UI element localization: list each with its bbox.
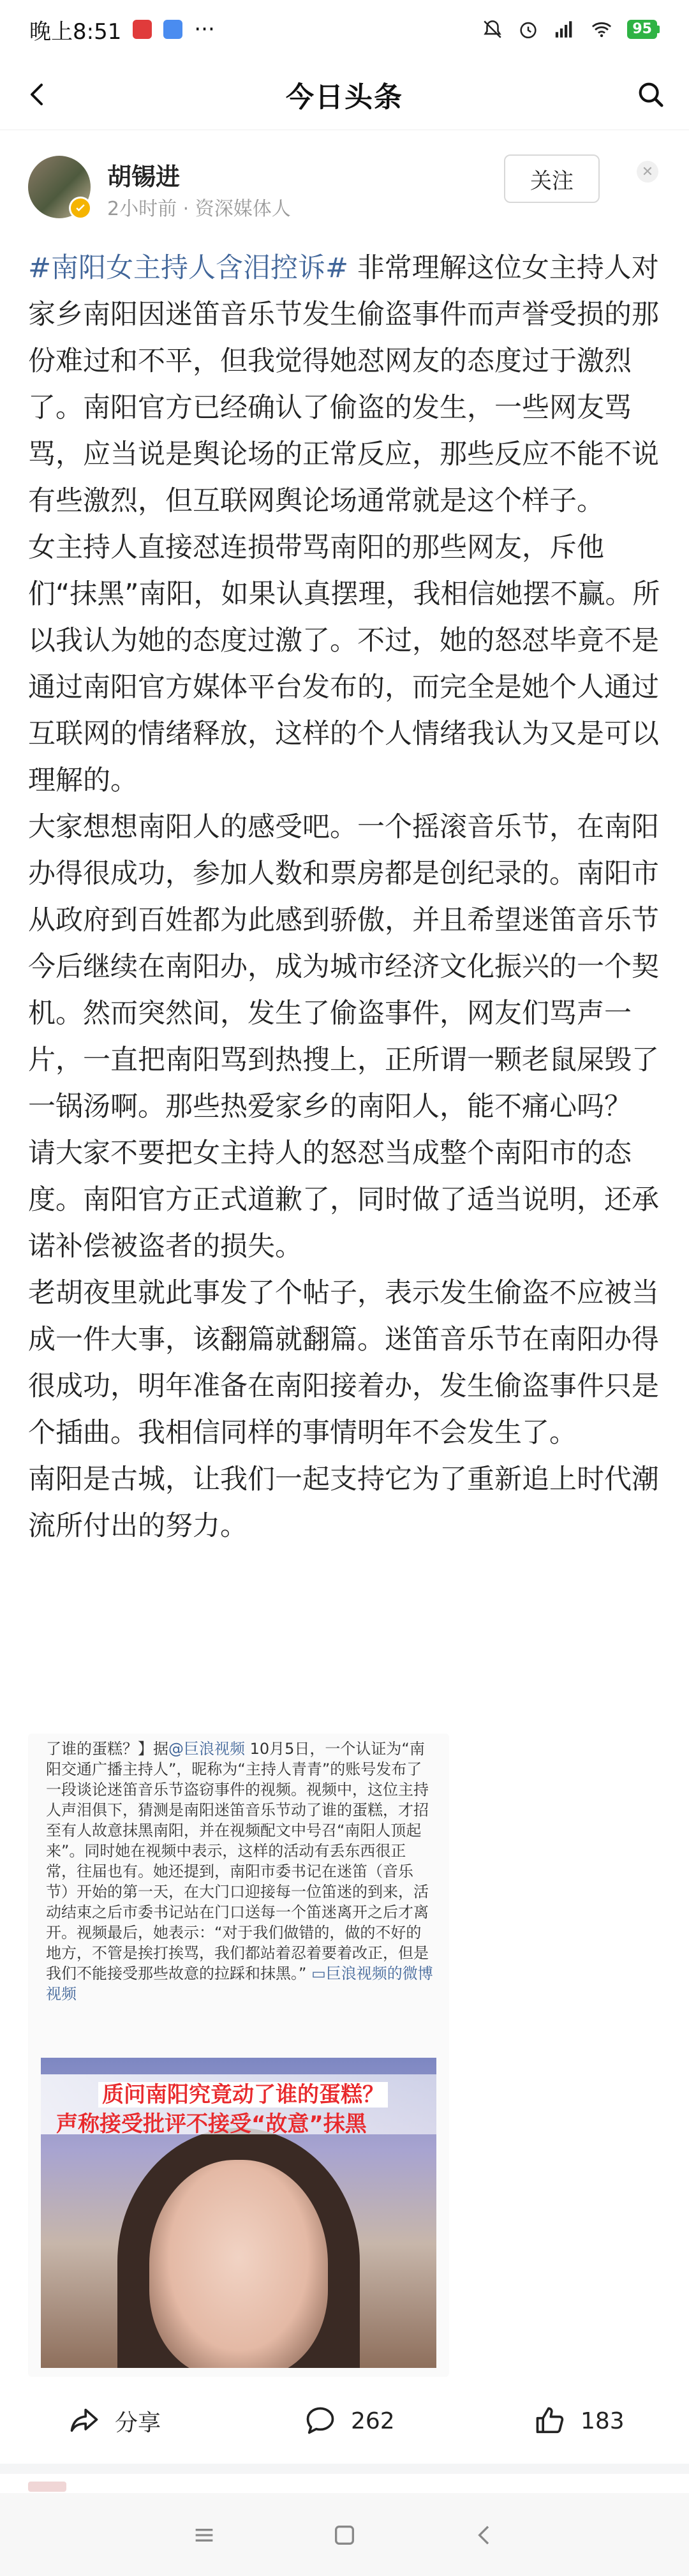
author-name[interactable]: 胡锡进	[107, 163, 181, 191]
article-paragraph: 南阳是古城，让我们一起支持它为了重新追上时代潮流所付出的努力。	[28, 1464, 659, 1542]
back-arrow-icon	[26, 82, 51, 107]
embed-source-link: @巨浪视频	[168, 1740, 245, 1758]
section-divider	[0, 2464, 689, 2474]
verified-badge-icon	[69, 197, 92, 220]
share-label: 分享	[115, 2409, 161, 2436]
back-button[interactable]	[19, 75, 57, 114]
more-notifications-icon: ···	[194, 17, 215, 42]
author-meta: 2小时前 · 资深媒体人	[107, 198, 291, 220]
back-icon	[472, 2522, 498, 2548]
share-button[interactable]	[68, 2404, 161, 2437]
article-paragraph: 老胡夜里就此事发了个帖子，表示发生偷盗不应被当成一件大事，该翻篇就翻篇。迷笛音乐节在南阳办得很成功，明年准备在南阳接着办，发生偷盗事件只是个插曲。我相信同样的事情明年不会发生了。	[28, 1277, 659, 1449]
status-right	[482, 19, 660, 40]
mute-icon	[482, 19, 503, 40]
share-icon	[68, 2404, 101, 2437]
like-count: 183	[581, 2408, 625, 2434]
comment-count: 262	[351, 2408, 395, 2434]
dismiss-icon[interactable]: ✕	[637, 161, 658, 183]
alarm-icon	[517, 19, 539, 40]
embed-text-part: 了谁的蛋糕？】据	[46, 1740, 168, 1758]
signal-icon	[553, 19, 576, 40]
thumbnail-caption: 质问南阳究竟动了谁的蛋糕？	[98, 2082, 388, 2108]
thumbnail-caption: 声称接受批评不接受“故意”抹黑	[56, 2111, 367, 2137]
embedded-post-text	[46, 1739, 435, 2004]
comment-icon	[304, 2404, 337, 2437]
video-thumbnail	[41, 2058, 436, 2368]
battery-icon	[627, 20, 660, 39]
article-paragraph: 请大家不要把女主持人的怒怼当成整个南阳市的态度。南阳官方正式道歉了，同时做了适当说明，还承诺补偿被盗者的损失。	[28, 1137, 659, 1262]
action-bar	[0, 2386, 689, 2456]
comment-button[interactable]	[304, 2404, 395, 2437]
article-paragraph	[28, 245, 663, 525]
menu-button[interactable]	[189, 2520, 219, 2550]
page-title: 今日头条	[286, 80, 403, 114]
article-paragraph: 大家想想南阳人的感受吧。一个摇滚音乐节，在南阳办得很成功，参加人数和票房都是创纪录的。南阳市从政府到百姓都为此感到骄傲，并且希望迷笛音乐节今后继续在南阳办，成为城市经济文化振兴的一个契机。然而突然间，发生了偷盗事件，网友们骂声一片，一直把南阳骂到热搜上，正所谓一颗老鼠屎毁了一锅汤啊。那些热爱家乡的南阳人，能不痛心吗？	[28, 811, 659, 1123]
embed-text-part: 10月5日，一个认证为“南阳交通广播主持人”，昵称为“主持人青青”的账号发布了一段谈论迷笛音乐节盗窃事件的视频。视频中，这位主持人声泪俱下，猜测是南阳迷笛音乐节动了谁的蛋糕，才招至有人故意抹黑南阳，并在视频配文中号召“南阳人顶起来”。同时她在视频中表示，这样的活动有丢东西很正常，往届也有。她还提到，南阳市委书记在迷笛（音乐节）开始的第一天，在大门口迎接每一位笛迷的到来，活动结束之后市委书记站在门口送每一个笛迷离开之后才离开。视频最后，她表示：“对于我们做错的，做的不好的地方，不管是挨打挨骂，我们都站着忍着要着改正，但是我们不能接受那些故意的拉踩和抹黑。”	[46, 1740, 429, 1982]
article-body	[28, 245, 663, 1550]
notification-app-icon	[133, 20, 152, 39]
article-paragraph: 女主持人直接怼连损带骂南阳的那些网友，斥他们“抹黑”南阳，如果认真摆理，我相信她摆不赢。所以我认为她的态度过激了。不过，她的怒怼毕竟不是通过南阳官方媒体平台发布的，而完全是她个人通过互联网的情绪释放，这样的个人情绪我认为又是可以理解的。	[28, 532, 660, 797]
home-icon	[332, 2522, 357, 2548]
system-back-button[interactable]	[470, 2520, 500, 2550]
notification-app-icon	[163, 20, 182, 39]
menu-icon	[191, 2522, 217, 2548]
status-left	[29, 14, 215, 45]
wifi-icon	[590, 19, 613, 40]
like-icon	[533, 2404, 567, 2437]
system-nav-bar	[0, 2493, 689, 2576]
status-time: 晚上8:51	[29, 19, 122, 45]
embedded-post-image[interactable]	[28, 1734, 449, 2377]
battery-level: 95	[627, 20, 657, 39]
embed-video-link: 巨浪视频的微博视频	[46, 1965, 433, 2003]
hashtag-link[interactable]: #南阳女主持人含泪控诉#	[28, 252, 349, 284]
video-link-icon: ▭	[306, 1965, 326, 1982]
thumbnail-face	[149, 2160, 328, 2368]
top-nav-bar	[0, 59, 689, 130]
home-button[interactable]	[329, 2520, 360, 2550]
status-bar	[0, 0, 689, 59]
search-icon	[636, 80, 665, 109]
author-row	[0, 152, 689, 228]
search-button[interactable]	[632, 75, 670, 114]
like-button[interactable]	[533, 2404, 625, 2437]
follow-button[interactable]: 关注	[504, 154, 600, 203]
paragraph-text: 非常理解这位女主持人对家乡南阳因迷笛音乐节发生偷盗事件而声誉受损的那份难过和不平，但我觉得她怼网友的态度过于激烈了。南阳官方已经确认了偷盗的发生，一些网友骂骂，应当说是舆论场的正常反应，那些反应不能不说有些激烈，但互联网舆论场通常就是这个样子。	[28, 252, 659, 517]
next-item-peek	[28, 2482, 66, 2492]
